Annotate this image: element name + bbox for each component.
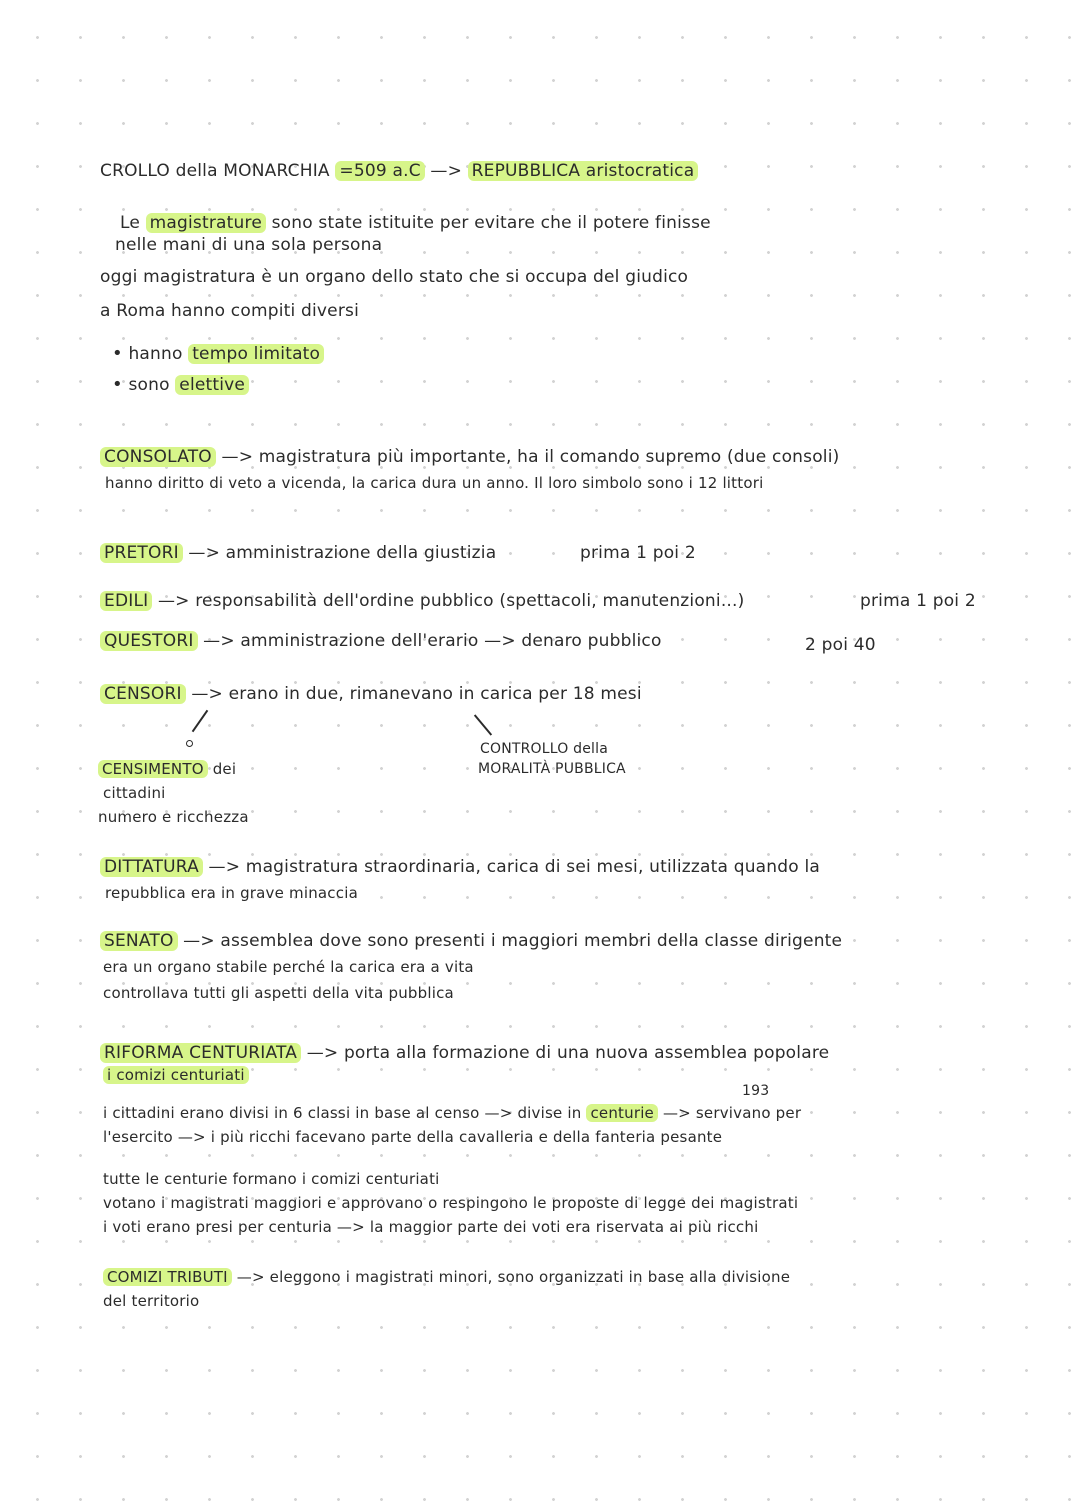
pretori-count: prima 1 poi 2 (580, 543, 696, 563)
text: CROLLO della MONARCHIA (100, 161, 330, 181)
branch-line-left (192, 710, 209, 732)
line-comizi (103, 1064, 249, 1086)
line-senato (100, 930, 842, 952)
line-votano: votano i magistrati maggiori e approvano o respingono le proposte di legge dei magistrati (103, 1194, 799, 1212)
bullet-icon: • (112, 343, 123, 364)
text: —> erano in due, rimanevano in carica per 18 mesi (185, 684, 642, 704)
line-riforma (100, 1042, 829, 1064)
highlight-riforma: RIFORMA CENTURIATA (100, 1043, 301, 1063)
highlight-centurie: centurie (586, 1104, 658, 1122)
line-censori (100, 683, 642, 705)
highlight-dittatura: DITTATURA (100, 857, 203, 877)
line-magistrature (120, 212, 711, 234)
line-tutte: tutte le centurie formano i comizi centuriati (103, 1170, 440, 1188)
text: i cittadini erano divisi in 6 classi in base al censo —> divise in (103, 1104, 587, 1122)
highlight-consolato: CONSOLATO (100, 447, 216, 467)
text: Le (120, 213, 146, 233)
line-edili (100, 590, 744, 612)
branch-dot (186, 740, 193, 747)
line-roma: a Roma hanno compiti diversi (100, 301, 360, 321)
line-territorio: del territorio (103, 1292, 200, 1310)
text: —> servivano per (658, 1104, 802, 1122)
text: sono (128, 375, 176, 395)
line-senato-3: controllava tutti gli aspetti della vita pubblica (103, 984, 454, 1002)
highlight-pretori: PRETORI (100, 543, 183, 563)
text: —> magistratura straordinaria, carica di sei mesi, utilizzata quando la (202, 857, 821, 877)
bullet-icon: • (112, 374, 123, 395)
line-pretori (100, 542, 496, 564)
line-dittatura-2: repubblica era in grave minaccia (105, 884, 358, 902)
line-dittatura (100, 856, 820, 878)
highlight-repubblica: REPUBBLICA aristocratica (468, 161, 699, 181)
text: —> magistratura più importante, ha il comando supremo (due consoli) (215, 447, 840, 467)
text: —> porta alla formazione di una nuova assemblea popolare (301, 1043, 830, 1063)
highlight-senato: SENATO (100, 931, 178, 951)
line-cittadini: cittadini (103, 784, 166, 802)
bullet-elettive (112, 374, 249, 396)
edili-count: prima 1 poi 2 (860, 591, 976, 611)
line-moralita: MORALITÀ PUBBLICA (478, 761, 626, 777)
line-consolato-2: hanno diritto di veto a vicenda, la carica dura un anno. Il loro simbolo sono i 12 littori (105, 474, 764, 492)
highlight-magistrature: magistrature (146, 213, 266, 233)
arrow: —> (430, 161, 468, 181)
questori-count: 2 poi 40 (805, 635, 876, 655)
centurie-number: 193 (742, 1083, 770, 1099)
line-esercito: l'esercito —> i più ricchi facevano parte della cavalleria e della fanteria pesante (103, 1128, 723, 1146)
text: —> amministrazione della giustizia (182, 543, 497, 563)
line-numero: numero e ricchezza (98, 808, 249, 826)
highlight-tempo: tempo limitato (188, 344, 324, 364)
text: hanno (128, 344, 189, 364)
text: —> amministrazione dell'erario —> denaro pubblico (197, 631, 662, 651)
line-questori (100, 630, 662, 652)
text: —> responsabilità dell'ordine pubblico (spettacoli, manutenzioni...) (152, 591, 745, 611)
highlight-date: =509 a.C (335, 161, 424, 181)
line-consolato (100, 446, 839, 468)
line-oggi: oggi magistratura è un organo dello stato che si occupa del giudico (100, 267, 689, 287)
text: sono state istituite per evitare che il potere finisse (265, 213, 711, 233)
line-classi (103, 1102, 801, 1124)
text: —> assemblea dove sono presenti i maggiori membri della classe dirigente (177, 931, 843, 951)
line-senato-2: era un organo stabile perché la carica era a vita (103, 958, 474, 976)
highlight-comizi: i comizi centuriati (103, 1066, 249, 1084)
highlight-censimento: CENSIMENTO (98, 760, 208, 778)
line-controllo: CONTROLLO della (480, 741, 608, 757)
bullet-tempo (112, 343, 324, 365)
text: —> eleggono i magistrati minori, sono organizzati in base alla divisione (231, 1268, 791, 1286)
branch-line-right (474, 714, 492, 735)
text: dei (207, 760, 237, 778)
line-crollo (100, 160, 698, 182)
highlight-questori: QUESTORI (100, 631, 198, 651)
line-mani: nelle mani di una sola persona (115, 235, 383, 255)
line-comizi-tributi (103, 1266, 790, 1288)
highlight-edili: EDILI (100, 591, 152, 611)
line-voti: i voti erano presi per centuria —> la maggior parte dei voti era riservata ai più ricchi (103, 1218, 759, 1236)
highlight-censori: CENSORI (100, 684, 186, 704)
highlight-comizi-tributi: COMIZI TRIBUTI (103, 1268, 232, 1286)
highlight-elettive: elettive (175, 375, 249, 395)
line-censimento (98, 758, 236, 780)
